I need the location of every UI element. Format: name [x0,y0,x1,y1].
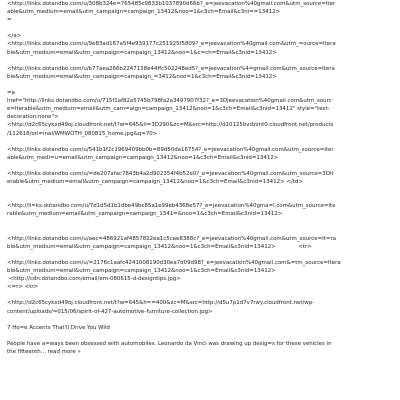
blank-line [7,194,395,202]
blank-line [7,316,395,324]
text-line: href="http://links.dotandbo.com/u/715f1af82a5745b798fa2a3497907f32?_e=3Djeevacation%40gmail.com&utm_sourc [7,98,332,105]
text-line: =a [7,90,15,97]
text-line: decoration:none"> [7,114,59,121]
text-line: People have a=ways been obsessed with automobiles. Leonardo da Vinci was drawing up desig=s for these vehicles in [7,340,332,347]
text-line: <http://li=ks.dotandbo.com/u/7d1d5d1b1dbe49bc85a1e99eb4368e57?_e=jeevacation%40gma=l.com&utm_source=Ite [7,203,336,210]
text-line: <http://links.dotandbo.com/u/=2176c1aafc4241008190d30ea7d09d98?_e=jeevacation%40gmail.com&=tm_source=Itera [7,260,341,266]
text-line: content/uploads/=015/06/spirit-of-427-automotive-furniture-collection.jpg> [7,308,213,315]
blank-line [7,81,395,89]
text-line: e=Iterable&utm_medium=email&utm_cam=aign=campaign_13412&noo=1&c3ch=Email&c3nid=13412" style="text- [7,106,330,113]
blank-line [7,138,395,146]
blank-line [7,57,395,65]
blank-line [7,332,395,340]
text-line: rable&utm_medium=email&utm_campaign=campaign_1341=&noo=1&c3ch=Email&c3nid=13412> [7,211,283,218]
text-line: <http://d2c65cykxd49oj.cloudfront.net/t?w=645&h==400&zc=M&src=http://d5u7p1d7v7rwy.cloudfront.net/wp- [7,300,315,307]
text-line: <http://links.dotandbo.com/u/=de207afac7843b4a2d902354f4b52e0?_e=jeevacation%40gmail.com&utm_source=3Dit [7,170,334,177]
blank-line [7,251,395,259]
blank-line [7,219,395,227]
blank-line [7,291,395,299]
text-line: ble&utm_medium=email&utm_campaign=campaign_13412&noo=1&c3ch=Email&c3nid=13412> [7,268,276,275]
text-line: erable&utm_medium=email&utm_campaign=campaign_13412&noo=1&c3ch=Email&c3nid=13412> </td> [7,179,303,186]
text-line: = [7,17,12,24]
text-line: <http://links.dotandbo.com/u/b77aea266b2247138e44ffc502248ed5?_e=jeevacation%4=gmail.com&utm_source=Itera [7,65,335,72]
text-line: <=r> <tr> [7,284,39,291]
text-line: 7 Ho=e Accents That'll Drive You Wild [7,324,110,331]
text-line: <http://d2c65cykxd49oj.cloudfront.net/t?w=645&h=3D290&zc=M&src=http://d10125bvdzznt0.cloudfront.net/products [7,122,334,129]
blank-line [7,227,395,235]
email-source-document [7,0,395,356]
text-line: </a> [7,33,22,40]
text-line: able&utm_medium=email&utm_campaign=campaign_13412&noo=1&c3ch=Email&c3ni==13412> [7,9,281,16]
blank-line [7,162,395,170]
text-line: <http://links.dotandbo.com/u/aec=486921af4857822ea1c5cae8388c?_e=jeevacation%40gmail.com&utm_source=It=ra [7,235,337,242]
text-line: ble&utm_medium=email&utm_campaign=campaign_13412&noo=1&c3ch=Email&c3nid=13412> <tr> [7,243,312,250]
text-line: <http://cdn.dotandbo.com/email/em-080615-d-designtips.jpg> [7,276,181,283]
text-line: <http://links.dotandbo.com/u/541b1f2c1969409bb0b=89d50da16754?_e=jeevacation%40gmail.com&utm_source=Iter [7,146,334,153]
text-line: /112618/ori=inal/WMWOTH_080815_home.jpg&q=70> [7,130,158,137]
blank-line [7,24,395,32]
blank-line [7,186,395,194]
text-line: <http://links.dotandbo.com/u/308b324e=765485c9833b1037890d66b?_e=jeevacation%40gmail.com&utm_source=Iter [7,1,336,7]
text-line: able&utm_medi=u=email&utm_campaign=campaign_13412&noo=1&c3ch=Email&c3nid=13412> [7,154,279,161]
text-line: ble&utm_medium=email&utm_campaign=campaign_13412&noo=1&c=ch=Email&c3nid=13412> [7,49,277,56]
text-line: ble&utm_medium=email&utm_campaign=campaign_=3412&noo=1&c3ch=Email&c3nid=13412> [7,73,277,80]
text-line: the fifteenth... read more » [7,349,81,356]
text-line: <http://links.dotandbo.com/u/9e83ad167a5f4e939177c251925f5809?_e=jeevacation%40gmail.com&utm_=ource=Itera [7,41,336,48]
